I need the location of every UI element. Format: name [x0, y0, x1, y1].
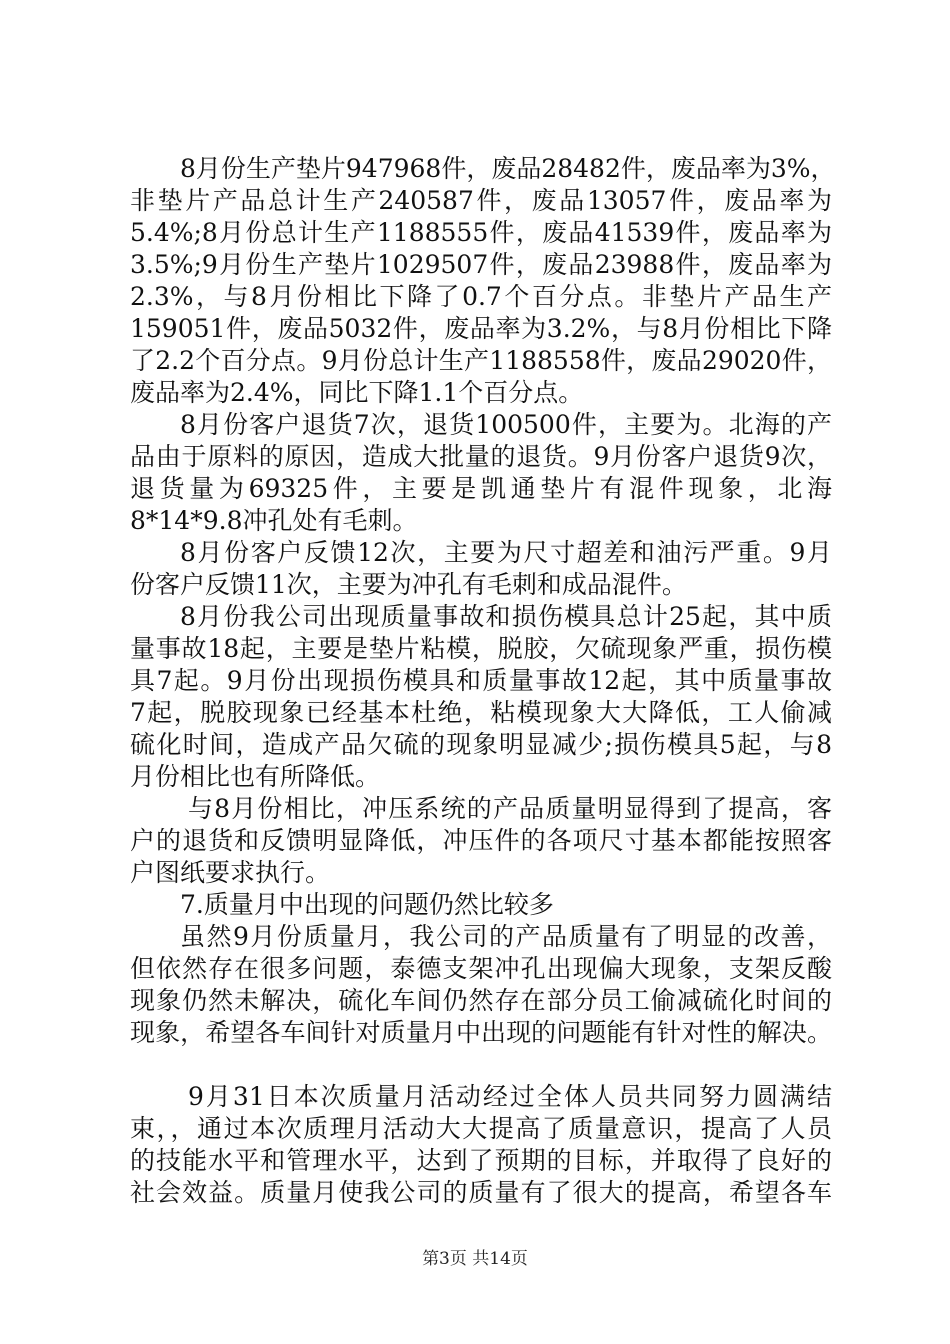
paragraph-line: 的技能水平和管理水平，达到了预期的目标，并取得了良好的 [130, 1146, 832, 1175]
paragraph-line: 8*14*9.8冲孔处有毛刺。 [130, 506, 418, 535]
paragraph-line: 8月份客户反馈12次，主要为尺寸超差和油污严重。9月 [180, 538, 832, 567]
paragraph-line: 社会效益。质量月使我公司的质量有了很大的提高，希望各车 [130, 1178, 832, 1207]
paragraph-line: 量事故18起，主要是垫片粘模，脱胶，欠硫现象严重，损伤模 [130, 634, 832, 663]
paragraph-spacer [130, 1049, 832, 1081]
paragraph-line: 5.4%;8月份总计生产1188555件，废品41539件，废品率为 [130, 218, 832, 247]
paragraph-line: 非垫片产品总计生产240587件，废品13057件，废品率为 [130, 186, 832, 215]
paragraph-line: 8月份我公司出现质量事故和损伤模具总计25起，其中质 [180, 602, 832, 631]
paragraph-line: 月份相比也有所降低。 [130, 762, 381, 791]
section-heading: 7.质量月中出现的问题仍然比较多 [180, 890, 554, 919]
paragraph-line: 虽然9月份质量月，我公司的产品质量有了明显的改善， [180, 922, 832, 951]
paragraph-line: 束，，通过本次质理月活动大大提高了质量意识，提高了人员 [130, 1114, 832, 1143]
paragraph-line: 了2.2个百分点。9月份总计生产1188558件，废品29020件， [130, 346, 832, 375]
paragraph-line: 硫化时间，造成产品欠硫的现象明显减少;损伤模具5起，与8 [130, 730, 832, 759]
paragraph-line: 7起，脱胶现象已经基本杜绝，粘模现象大大降低，工人偷减 [130, 698, 832, 727]
paragraph-line: 2.3%，与8月份相比下降了0.7个百分点。非垫片产品生产 [130, 282, 832, 311]
document-body [130, 153, 836, 1209]
paragraph-line: 159051件，废品5032件，废品率为3.2%，与8月份相比下降 [130, 314, 832, 343]
paragraph-line: 3.5%;9月份生产垫片1029507件，废品23988件，废品率为 [130, 250, 832, 279]
paragraph-line: 具7起。9月份出现损伤模具和质量事故12起，其中质量事故 [130, 666, 832, 695]
paragraph-line: 废品率为2.4%，同比下降1.1个百分点。 [130, 378, 584, 407]
paragraph-line: 户图纸要求执行。 [130, 858, 331, 887]
paragraph-line: 户的退货和反馈明显降低，冲压件的各项尺寸基本都能按照客 [130, 826, 832, 855]
paragraph-line: 现象，希望各车间针对质量月中出现的问题能有针对性的解决。 [130, 1018, 832, 1047]
paragraph-line: 现象仍然未解决，硫化车间仍然存在部分员工偷减硫化时间的 [130, 986, 832, 1015]
paragraph-line: 9月31日本次质量月活动经过全体人员共同努力圆满结 [188, 1082, 832, 1111]
paragraph-line: 退货量为69325件，主要是凯通垫片有混件现象，北海 [130, 474, 832, 503]
paragraph-line: 8月份生产垫片947968件，废品28482件，废品率为3%， [180, 154, 836, 183]
paragraph-line: 与8月份相比，冲压系统的产品质量明显得到了提高，客 [188, 794, 832, 823]
paragraph-line: 8月份客户退货7次，退货100500件，主要为。北海的产 [180, 410, 832, 439]
paragraph-line: 但依然存在很多问题，泰德支架冲孔出现偏大现象，支架反酸 [130, 954, 832, 983]
paragraph-line: 份客户反馈11次，主要为冲孔有毛刺和成品混件。 [130, 570, 687, 599]
page-number-footer: 第3页 共14页 [422, 1249, 528, 1269]
paragraph-line: 品由于原料的原因，造成大批量的退货。9月份客户退货9次， [130, 442, 832, 471]
